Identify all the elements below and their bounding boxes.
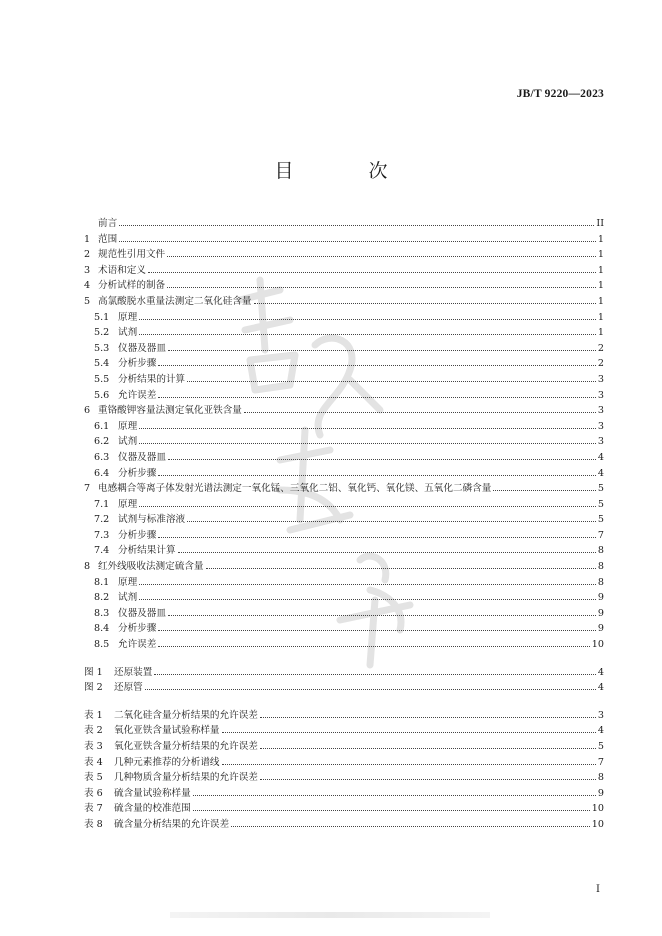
toc-entry[interactable] bbox=[84, 635, 604, 651]
table-entry[interactable] bbox=[84, 799, 604, 815]
entry-label: 红外线吸收法测定硫含量 bbox=[98, 561, 204, 573]
entry-label: 高氯酸脱水重量法测定二氧化硅含量 bbox=[98, 295, 252, 307]
dot-leader bbox=[148, 261, 596, 273]
dot-leader bbox=[493, 479, 596, 491]
entry-label: 仪器及器皿 bbox=[118, 451, 166, 463]
entry-label: 原理 bbox=[118, 420, 138, 432]
entry-label: 试剂 bbox=[118, 592, 138, 604]
toc-entry[interactable] bbox=[84, 604, 604, 620]
dot-leader bbox=[187, 370, 596, 382]
page-title: 目 次 bbox=[274, 160, 416, 182]
entry-page: 1 bbox=[597, 249, 604, 261]
dot-leader bbox=[260, 768, 596, 780]
entry-label: 氧化亚铁含量试验称样量 bbox=[114, 725, 220, 737]
entry-page: 5 bbox=[597, 483, 604, 495]
table-of-contents bbox=[84, 214, 604, 831]
toc-entry[interactable] bbox=[84, 495, 604, 511]
entry-number: 7.2 bbox=[94, 514, 110, 526]
footer-page-number: I bbox=[596, 884, 600, 895]
entry-number: 表 8 bbox=[84, 818, 103, 830]
entry-page: 4 bbox=[597, 682, 604, 694]
entry-page: 9 bbox=[597, 623, 604, 635]
entry-label: 氧化亚铁含量分析结果的允许误差 bbox=[114, 741, 258, 752]
dot-leader bbox=[206, 557, 596, 569]
entry-label: 分析步骤 bbox=[118, 623, 157, 635]
figure-entry[interactable] bbox=[84, 678, 604, 694]
entry-page: 9 bbox=[597, 592, 604, 604]
table-entry[interactable] bbox=[84, 721, 604, 737]
toc-entry[interactable] bbox=[84, 432, 604, 448]
toc-entry[interactable] bbox=[84, 245, 604, 261]
toc-entry[interactable] bbox=[84, 557, 604, 573]
entry-page: 5 bbox=[597, 514, 604, 526]
entry-number: 5.5 bbox=[94, 373, 110, 385]
entry-number: 7 bbox=[84, 483, 91, 495]
bottom-strip bbox=[170, 912, 490, 918]
dot-leader bbox=[119, 230, 596, 242]
entry-number: 8.1 bbox=[94, 576, 110, 588]
dot-leader bbox=[139, 495, 596, 507]
entry-number: 图 2 bbox=[84, 682, 103, 694]
dot-leader bbox=[187, 510, 596, 522]
entry-label: 分析步骤 bbox=[118, 529, 157, 541]
entry-label: 允许误差 bbox=[118, 639, 157, 651]
dot-leader bbox=[158, 526, 596, 538]
entry-page: 4 bbox=[597, 451, 604, 463]
entry-page: 5 bbox=[597, 741, 604, 752]
entry-page: 1 bbox=[597, 295, 604, 307]
dot-leader bbox=[139, 323, 596, 335]
dot-leader bbox=[168, 339, 596, 351]
toc-entry[interactable] bbox=[84, 401, 604, 417]
entry-number: 8.4 bbox=[94, 623, 110, 635]
entry-page: 10 bbox=[591, 818, 604, 830]
toc-entry[interactable] bbox=[84, 386, 604, 402]
entry-number: 表 1 bbox=[84, 709, 103, 721]
dot-leader bbox=[231, 815, 590, 827]
figure-entry[interactable] bbox=[84, 663, 604, 679]
toc-entry[interactable] bbox=[84, 510, 604, 526]
entry-page: 2 bbox=[597, 342, 604, 354]
table-entry[interactable] bbox=[84, 815, 604, 831]
dot-leader bbox=[254, 292, 596, 304]
entry-number: 6.1 bbox=[94, 420, 110, 432]
dot-leader bbox=[178, 541, 596, 553]
entry-page: 9 bbox=[597, 787, 604, 799]
entry-label: 试剂与标准溶液 bbox=[118, 514, 186, 526]
entry-page: 3 bbox=[597, 389, 604, 401]
entry-page: 1 bbox=[597, 264, 604, 276]
toc-entry[interactable] bbox=[84, 323, 604, 339]
dot-leader bbox=[193, 784, 596, 796]
entry-page: 8 bbox=[597, 772, 604, 784]
dot-leader bbox=[168, 604, 596, 616]
entry-page: 8 bbox=[597, 576, 604, 588]
entry-number: 5.3 bbox=[94, 342, 110, 354]
dot-leader bbox=[145, 678, 596, 690]
dot-leader bbox=[244, 401, 596, 413]
section-gap bbox=[84, 694, 604, 706]
dot-leader bbox=[139, 308, 596, 320]
entry-number: 表 6 bbox=[84, 787, 103, 799]
entry-label: 仪器及器皿 bbox=[118, 342, 166, 354]
entry-label: 几种元素推荐的分析谱线 bbox=[114, 756, 220, 768]
entry-label: 分析试样的制备 bbox=[98, 280, 166, 292]
standard-number: JB/T 9220—2023 bbox=[516, 88, 604, 100]
entry-number: 8 bbox=[84, 561, 91, 573]
entry-number: 5 bbox=[84, 295, 91, 307]
entry-label: 术语和定义 bbox=[98, 264, 146, 276]
entry-label: 电感耦合等离子体发射光谱法测定一氧化锰、三氧化二铝、氧化钙、氧化镁、五氧化二磷含量 bbox=[98, 483, 492, 495]
entry-label: 范围 bbox=[98, 233, 118, 245]
entry-number: 表 5 bbox=[84, 772, 103, 784]
toc-entry[interactable] bbox=[84, 370, 604, 386]
entry-page: 4 bbox=[597, 467, 604, 479]
dot-leader bbox=[158, 386, 596, 398]
toc-entry[interactable] bbox=[84, 292, 604, 308]
dot-leader bbox=[260, 737, 596, 749]
entry-number: 表 4 bbox=[84, 756, 103, 768]
dot-leader bbox=[222, 753, 596, 765]
entry-page: 1 bbox=[597, 311, 604, 323]
dot-leader bbox=[260, 706, 596, 718]
entry-number: 图 1 bbox=[84, 666, 103, 678]
dot-leader bbox=[139, 432, 596, 444]
entry-label: 还原装置 bbox=[114, 666, 153, 678]
entry-page: 7 bbox=[597, 529, 604, 541]
entry-label: 分析步骤 bbox=[118, 467, 157, 479]
entry-page: 4 bbox=[597, 666, 604, 678]
entry-page: 3 bbox=[597, 405, 604, 417]
dot-leader bbox=[168, 448, 596, 460]
toc-entry[interactable] bbox=[84, 339, 604, 355]
dot-leader bbox=[167, 245, 596, 257]
entry-label: 原理 bbox=[118, 311, 138, 323]
dot-leader bbox=[139, 417, 596, 429]
entry-page: 8 bbox=[597, 561, 604, 573]
entry-page: 5 bbox=[597, 498, 604, 510]
toc-entry[interactable] bbox=[84, 526, 604, 542]
entry-number: 表 7 bbox=[84, 803, 103, 815]
entry-page: 3 bbox=[597, 709, 604, 721]
entry-label: 规范性引用文件 bbox=[98, 249, 166, 261]
entry-number: 3 bbox=[84, 264, 91, 276]
entry-page: 3 bbox=[597, 436, 604, 448]
entry-label: 几种物质含量分析结果的允许误差 bbox=[114, 772, 258, 784]
entry-number: 表 3 bbox=[84, 741, 103, 752]
toc-entry[interactable] bbox=[84, 214, 604, 230]
table-entry[interactable] bbox=[84, 706, 604, 722]
toc-entry[interactable] bbox=[84, 573, 604, 589]
entry-number: 5.2 bbox=[94, 327, 110, 339]
toc-entry[interactable] bbox=[84, 276, 604, 292]
entry-number: 表 2 bbox=[84, 725, 103, 737]
section-gap bbox=[84, 651, 604, 663]
entry-number: 6.3 bbox=[94, 451, 110, 463]
entry-number: 6.2 bbox=[94, 436, 110, 448]
entry-page: 1 bbox=[597, 280, 604, 292]
entry-number: 7.3 bbox=[94, 529, 110, 541]
entry-page: 4 bbox=[597, 725, 604, 737]
entry-label: 二氧化硅含量分析结果的允许误差 bbox=[114, 709, 258, 721]
entry-number: 4 bbox=[84, 280, 91, 292]
entry-number: 5.6 bbox=[94, 389, 110, 401]
entry-page: 1 bbox=[597, 327, 604, 339]
dot-leader bbox=[167, 276, 596, 288]
toc-entry[interactable] bbox=[84, 588, 604, 604]
table-entry[interactable] bbox=[84, 753, 604, 769]
dot-leader bbox=[158, 354, 596, 366]
dot-leader bbox=[158, 464, 596, 476]
table-entry[interactable] bbox=[84, 784, 604, 800]
toc-entry[interactable] bbox=[84, 308, 604, 324]
table-entry[interactable] bbox=[84, 768, 604, 784]
entry-page: 8 bbox=[597, 545, 604, 557]
entry-label: 仪器及器皿 bbox=[118, 607, 166, 619]
toc-entry[interactable] bbox=[84, 354, 604, 370]
entry-number: 6.4 bbox=[94, 467, 110, 479]
entry-number: 8.5 bbox=[94, 639, 110, 651]
entry-page: 7 bbox=[597, 756, 604, 768]
entry-page: 10 bbox=[591, 803, 604, 815]
entry-label: 还原管 bbox=[114, 682, 143, 694]
entry-page: 2 bbox=[597, 358, 604, 370]
entry-number: 5.4 bbox=[94, 358, 110, 370]
entry-number: 6 bbox=[84, 405, 91, 417]
entry-page: 10 bbox=[591, 639, 604, 651]
toc-entry[interactable] bbox=[84, 448, 604, 464]
entry-page: II bbox=[596, 218, 604, 229]
entry-number: 7.1 bbox=[94, 498, 110, 510]
toc-entry[interactable] bbox=[84, 230, 604, 246]
entry-label: 硫含量试验称样量 bbox=[114, 787, 191, 799]
dot-leader bbox=[158, 619, 596, 631]
dot-leader bbox=[222, 721, 596, 733]
entry-label: 前言 bbox=[98, 218, 118, 229]
entry-page: 3 bbox=[597, 420, 604, 432]
entry-label: 试剂 bbox=[118, 436, 138, 448]
toc-entry[interactable] bbox=[84, 464, 604, 480]
dot-leader bbox=[193, 799, 590, 811]
entry-number: 8.2 bbox=[94, 592, 110, 604]
entry-page: 3 bbox=[597, 373, 604, 385]
entry-label: 分析结果计算 bbox=[118, 545, 176, 557]
dot-leader bbox=[154, 663, 596, 675]
toc-entry[interactable] bbox=[84, 479, 604, 495]
dot-leader bbox=[139, 588, 596, 600]
entry-label: 分析步骤 bbox=[118, 358, 157, 370]
entry-number: 7.4 bbox=[94, 545, 110, 557]
toc-entry[interactable] bbox=[84, 541, 604, 557]
entry-number: 1 bbox=[84, 233, 91, 245]
table-entry[interactable] bbox=[84, 737, 604, 753]
toc-entry[interactable] bbox=[84, 261, 604, 277]
entry-label: 硫含量分析结果的允许误差 bbox=[114, 818, 230, 830]
entry-page: 9 bbox=[597, 607, 604, 619]
entry-number: 2 bbox=[84, 249, 91, 261]
entry-number: 5.1 bbox=[94, 311, 110, 323]
toc-entry[interactable] bbox=[84, 417, 604, 433]
dot-leader bbox=[158, 635, 589, 647]
entry-label: 原理 bbox=[118, 576, 138, 588]
entry-number: 8.3 bbox=[94, 607, 110, 619]
entry-label: 允许误差 bbox=[118, 389, 157, 401]
entry-label: 分析结果的计算 bbox=[118, 373, 186, 385]
entry-label: 原理 bbox=[118, 498, 138, 510]
entry-label: 硫含量的校准范围 bbox=[114, 803, 191, 815]
dot-leader bbox=[119, 214, 594, 226]
entry-label: 试剂 bbox=[118, 327, 138, 339]
toc-entry[interactable] bbox=[84, 619, 604, 635]
entry-label: 重铬酸钾容量法测定氧化亚铁含量 bbox=[98, 405, 242, 417]
entry-page: 1 bbox=[597, 233, 604, 245]
dot-leader bbox=[139, 573, 596, 585]
